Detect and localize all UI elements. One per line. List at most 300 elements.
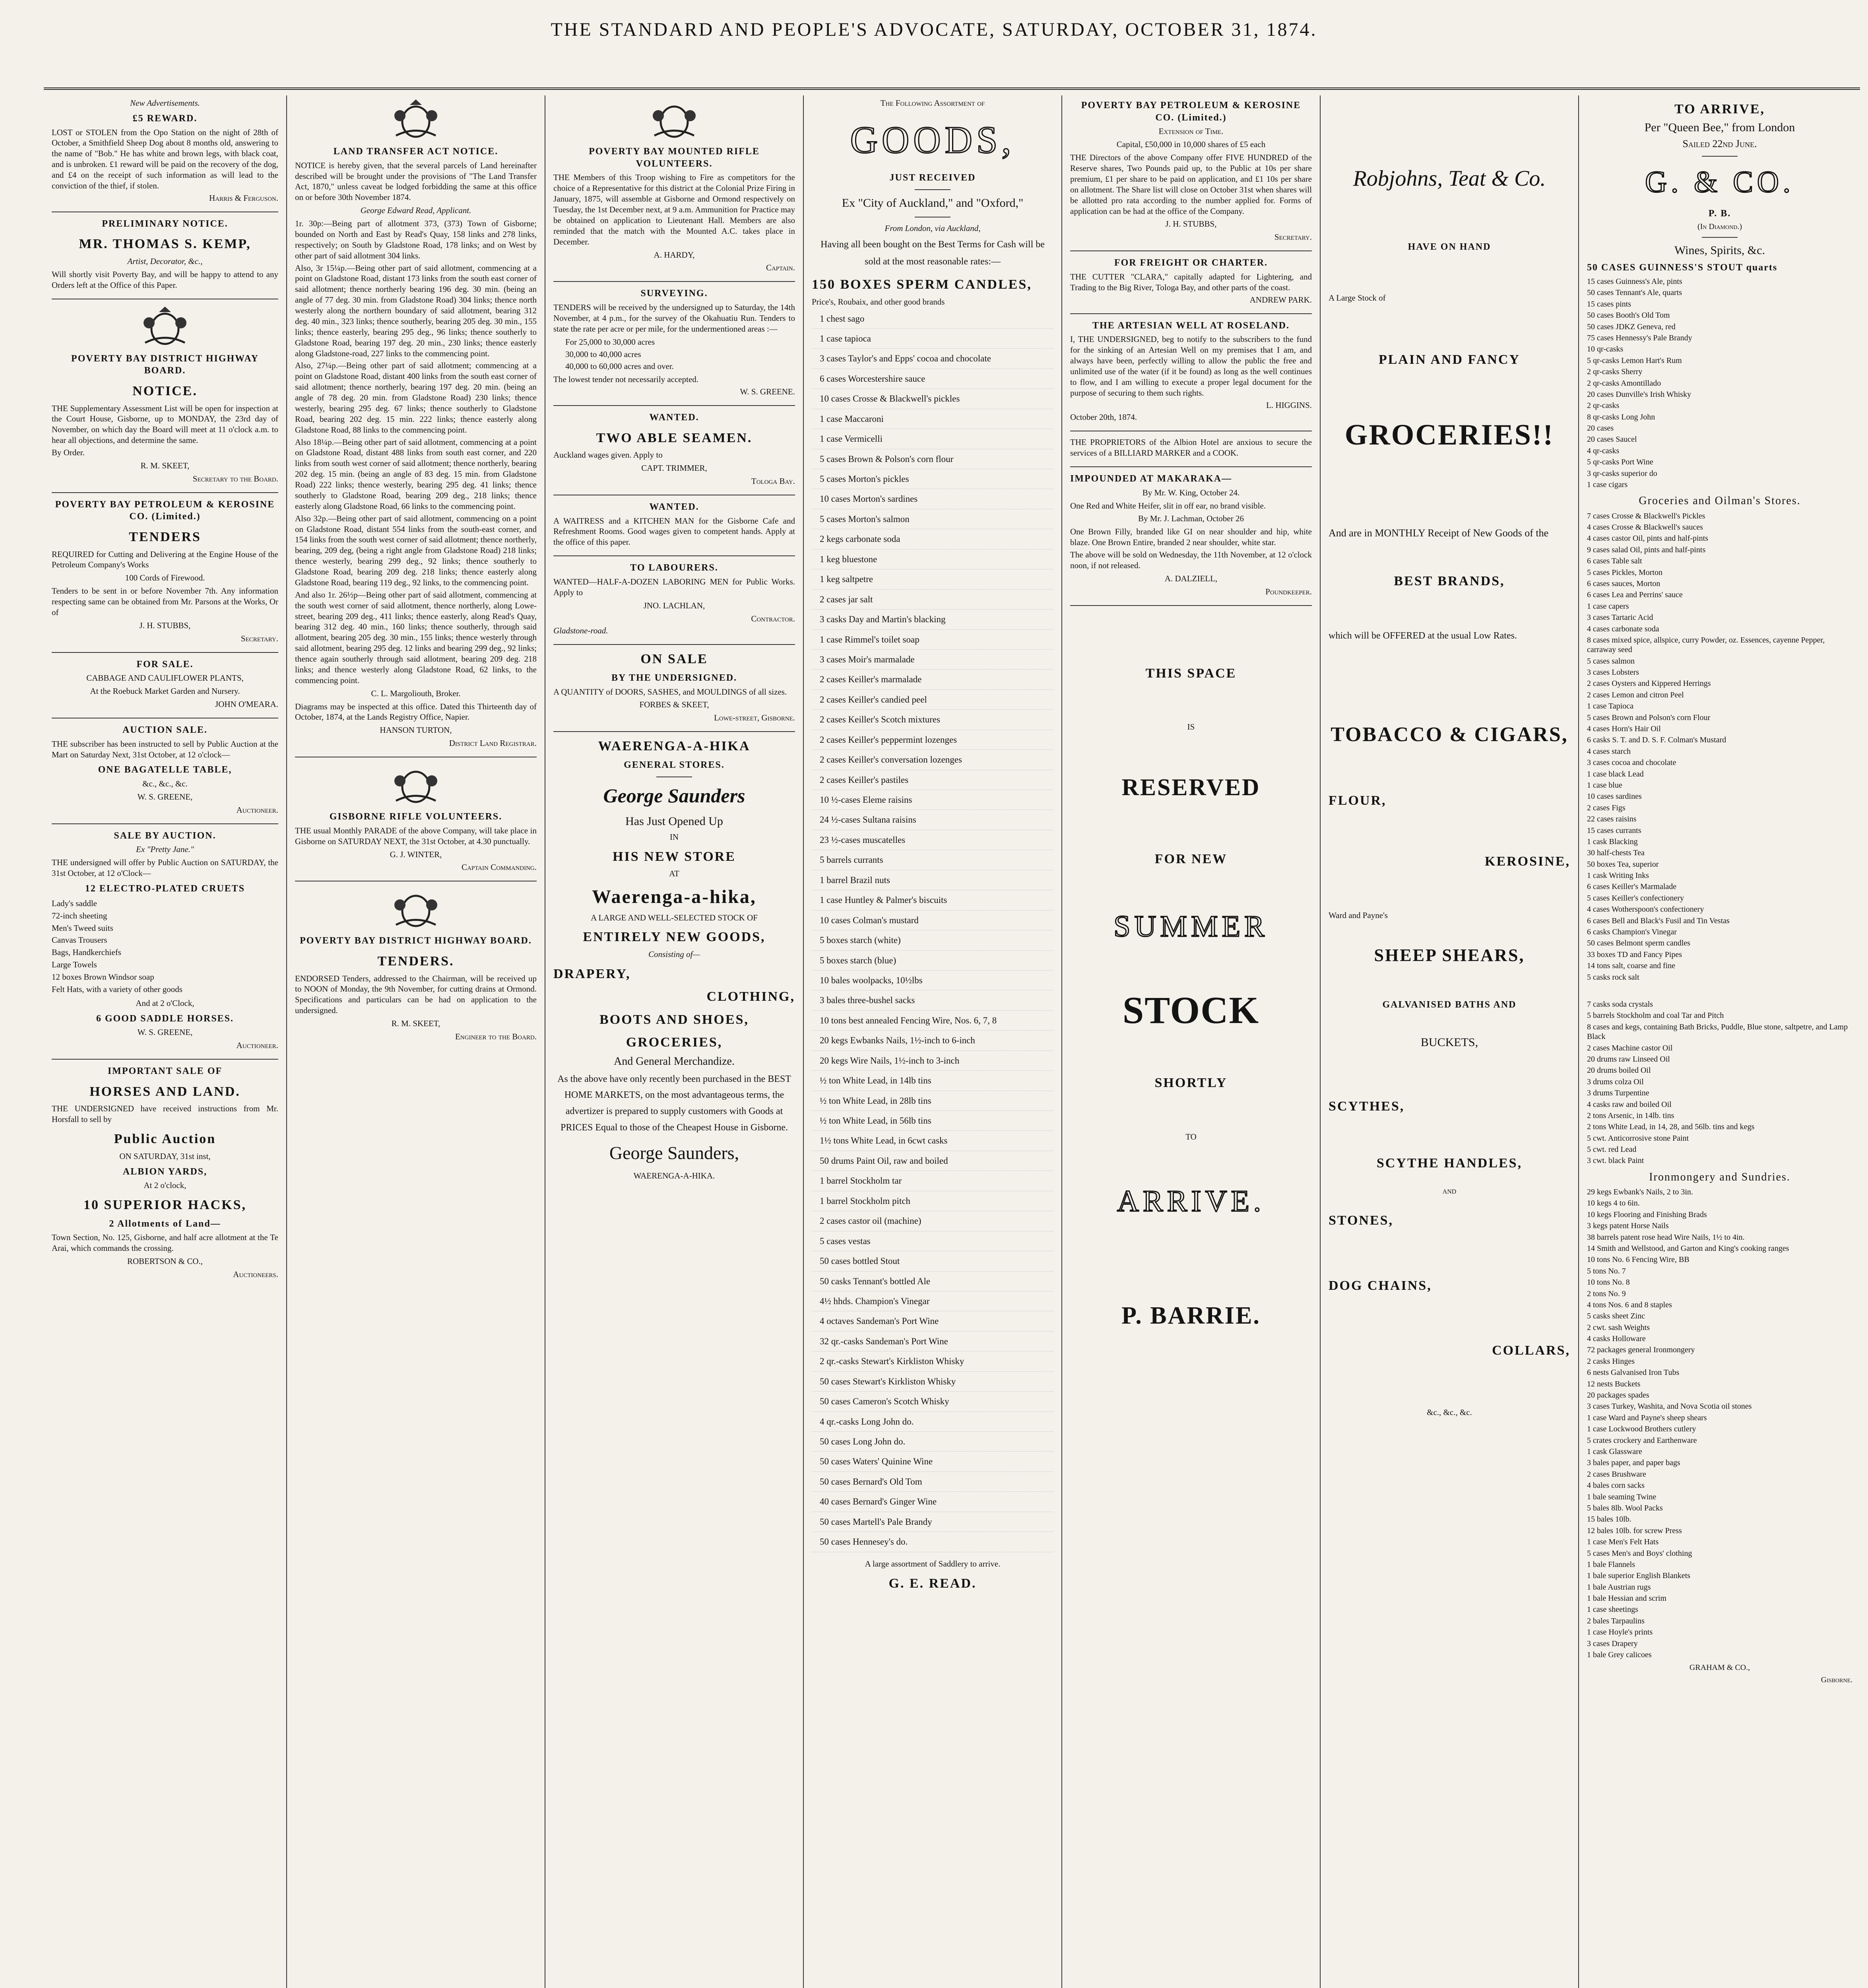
royal-crest-icon [388,763,444,807]
list-item: 3 cwt. black Paint [1587,1156,1644,1165]
list-item: 15 bales 10lb. [1587,1515,1631,1524]
list-item: 5 tons No. 7 [1587,1266,1626,1276]
kerosine: KEROSINE, [1485,854,1570,869]
list-item: 4 bales corn sacks [1587,1481,1645,1490]
list-item: 1 case black Lead [1587,769,1644,779]
royal-crest-icon [137,305,193,349]
list-item: 50 cases Waters' Quinine Wine [812,1452,1053,1472]
list-item: 7 casks soda crystals [1587,1000,1653,1009]
auction-title: AUCTION SALE. [122,724,208,735]
list-item: 1 bale superior English Blankets [1587,1571,1690,1580]
list-item: 3 cases Lobsters [1587,668,1639,677]
notice-title: NOTICE. [132,384,198,399]
list-item: 5 cases Brown and Polson's corn Flour [1587,713,1711,722]
onsale-sub: BY THE UNDERSIGNED. [611,672,737,683]
king-body: One Red and White Heifer, slit in off ear, no brand visible. [1070,501,1266,511]
list-item: 2 cases Oysters and Kippered Herrings [1587,679,1711,688]
bagatelle-etc: &c., &c., &c. [142,779,188,789]
list-item: 33 boxes TD and Fancy Pipes [1587,950,1682,959]
highway-board-ad [52,305,278,493]
lachman-body: One Brown Filly, branded like GI on near shoulder and hip, white blaze. One Brown Entire, branded 2 near shoulder, white star. [1070,527,1312,547]
list-item: 4 cases carbonate soda [1587,624,1659,633]
rifle-title: GISBORNE RIFLE VOLUNTEERS. [329,812,502,822]
forsale-body-2: At the Roebuck Market Garden and Nursery. [90,686,240,696]
list-item: 50 cases Booth's Old Tom [1587,311,1670,320]
list-item: 1 bale Grey calicoes [1587,1650,1652,1660]
g-and-co: G. & CO. [1645,165,1794,199]
parcel-1: 1r. 30p:—Being part of allotment 373, (373) Town of Gisborne; bounded on North and East by Read's Quay, 158 links and 278 links, respectively; on South by Gladstone Road, 178 links; and on West by other part of said allotment 304 links. [295,219,537,260]
list-item: 30,000 to 40,000 acres [565,349,641,359]
petroleum-tender-ad [52,499,278,653]
sale-by-auction-ad [52,830,278,1060]
dalziell-role: Poundkeeper. [1265,586,1312,596]
list-item: 4 qr.-casks Long John do. [812,1412,1053,1432]
kemp-ad [52,218,278,299]
column-5 [1061,95,1320,1988]
list-item: 1 case Maccaroni [812,409,1053,429]
list-item: 1 barrel Brazil nuts [812,870,1053,890]
list-item: 75 cases Hennessy's Pale Brandy [1587,333,1692,342]
list-item: 6 cases Bell and Black's Fusil and Tin Vestas [1587,916,1730,925]
list-item: 2 tons Arsenic, in 14lb. tins [1587,1111,1674,1120]
saunders-loc: WAERENGA-A-HIKA. [633,1171,715,1180]
list-item: 1 bale Hessian and scrim [1587,1594,1666,1603]
list-item: 2 tons White Lead, in 14, 28, and 56lb. tins and kegs [1587,1122,1755,1132]
stones: STONES, [1329,1213,1394,1228]
margoliouth: C. L. Margoliouth, Broker. [371,688,461,698]
list-item: 10 cases Morton's sardines [812,489,1053,509]
list-item: 50 casks Tennant's bottled Ale [812,1272,1053,1291]
is-word: IS [1187,722,1195,732]
list-item: 3 cases Moir's marmalade [812,650,1053,670]
shortly: SHORTLY [1154,1076,1228,1091]
groceries-title: GROCERIES!! [1344,418,1554,451]
wines: Wines, Spirits, &c. [1674,244,1765,257]
list-item: 1 cask Blacking [1587,837,1638,846]
labourers-ad [553,562,795,645]
list-item: 1 case cigars [1587,480,1628,489]
list-item: ½ ton White Lead, in 28lb tins [812,1091,1053,1111]
list-item: 1 bale Austrian rugs [1587,1582,1651,1592]
robertson: ROBERTSON & CO., [127,1256,203,1266]
list-item: 50 cases Cameron's Scotch Whisky [812,1392,1053,1411]
best-brands: BEST BRANDS, [1394,573,1505,588]
drapery: DRAPERY, [553,966,631,981]
onsale-body: A QUANTITY of DOORS, SASHES, and MOULDINGS of all sizes. [553,687,787,697]
firm-name: Robjohns, Teat & Co. [1353,166,1546,191]
goods: GOODS, [850,118,1015,161]
groc-title: Groceries and Oilman's Stores. [1639,495,1801,507]
list-item: 1 cask Glassware [1587,1447,1642,1456]
list-item: 2 tons No. 9 [1587,1289,1626,1298]
saddle-horses: 6 GOOD SADDLE HORSES. [96,1013,234,1024]
parcel-5: Also 32p.—Being other part of said allotment, commencing on a point on Gladstone Road, distant 554 links from the south-east corner, and 154 links from the south west corner of said allotment; thence northerly, bearing, 209 deg, (being a right angle from Gladstone Road) 218 links; thence westerly, bearing 299 deg., 92 links; thence southerly to Gladstone Road, bearing 209 deg. 218 links; thence easterly along Gladstone Road, bearing 119 deg., 92 links, to the commencing point. [295,513,537,587]
skeet-name: R. M. SKEET, [140,460,190,470]
notice-body: THE Supplementary Assessment List will be open for inspection at the Court House, Gisborne, up to MONDAY, the 23rd day of November, on which day the Board will meet at 11 o'clock a.m. to hear all objections, and determine the same. [52,403,278,445]
divider [915,189,950,190]
trimmer: CAPT. TRIMMER, [641,463,707,473]
list-item: 8 cases and kegs, containing Bath Bricks, Puddle, Blue stone, saltpetre, and Lamp Black [1587,1022,1848,1041]
lachlan: JNO. LACHLAN, [643,600,705,610]
reserved: RESERVED [1121,774,1261,800]
list-item: 10 kegs 4 to 6in. [1587,1199,1640,1208]
list-item: 2 cases Keiller's marmalade [812,670,1053,689]
list-item: 4½ hhds. Champion's Vinegar [812,1291,1053,1311]
list-item: 10 bales woolpacks, 10½lbs [812,971,1053,990]
list-item: 10 cases sardines [1587,792,1642,801]
for-new: FOR NEW [1154,851,1228,866]
list-item: 1 bale seaming Twine [1587,1492,1657,1501]
list-item: 4 casks Holloware [1587,1334,1646,1343]
general-stores: GENERAL STORES. [624,759,725,770]
list-item: 3 cases Drapery [1587,1639,1638,1648]
wanted1-title: WANTED. [649,412,699,423]
albion-yards: ALBION YARDS, [122,1166,208,1177]
higgins: L. HIGGINS. [1266,400,1312,410]
list-item: 1 case Hoyle's prints [1587,1628,1653,1637]
list-item: 4 cases Horn's Hair Oil [1587,724,1661,734]
list-item: 50 cases JDKZ Geneva, red [1587,322,1676,331]
impounded-title: IMPOUNDED AT MAKARAKA— [1070,474,1232,484]
list-item: Large Towels [52,960,97,970]
tobacco: TOBACCO & CIGARS, [1331,723,1568,746]
list-item: Bags, Handkerchiefs [52,947,121,957]
robertson-role: Auctioneers. [233,1270,278,1279]
royal-crest-icon [388,98,444,142]
list-item: 1 case Huntley & Palmer's biscuits [812,890,1053,910]
list-item: 2 qr.-casks Stewart's Kirkliston Whisky [812,1351,1053,1371]
greene-role-2: Auctioneer. [236,1041,278,1050]
list-item: 50 cases Long John do. [812,1432,1053,1452]
plain-fancy: PLAIN AND FANCY [1378,352,1521,367]
list-item: 32 qr.-casks Sandeman's Port Wine [812,1332,1053,1351]
for-sale-ad [52,658,278,718]
royal-crest-icon [388,887,444,931]
list-item: 5 cwt. red Lead [1587,1145,1637,1154]
from-london: From London, via Auckland, [885,223,981,233]
forsale-body: CABBAGE AND CAULIFLOWER PLANTS, [86,673,244,683]
list-item: 20 drums raw Linseed Oil [1587,1054,1670,1064]
list-item: 40 cases Bernard's Ginger Wine [812,1492,1053,1512]
list-item: 1 case Lockwood Brothers cutlery [1587,1425,1696,1434]
newspaper-page [44,95,1860,1988]
cases-50: 50 CASES GUINNESS'S STOUT quarts [1587,262,1778,273]
cords-line: 100 Cords of Firewood. [125,573,205,583]
list-item: 4 cases castor Oil, pints and half-pints [1587,534,1708,543]
list-item: 3 cases Tartaric Acid [1587,613,1653,622]
tenders-body: REQUIRED for Cutting and Delivering at the Engine House of the Petroleum Company's Works [52,549,278,570]
sheep: SHEEP SHEARS, [1374,945,1525,965]
having: Having all been bought on the Best Terms for Cash will be sold at the most reasonable rates:— [821,239,1045,267]
column-2 [286,95,545,1988]
list-item: 1 case blue [1587,780,1622,790]
reward-body: LOST or STOLEN from the Opo Station on the night of 28th of October, a Smithfield Sheep Dog about 8 months old, answering to the name of "Bob." He has white and brown legs, with black coat, and is unbroken. £1 reward will be paid on the recovery of the dog, and £4 on the receipt of such information as will lead to the conviction of the thief, if stolen. [52,127,278,190]
list-item: 5 cases Morton's pickles [812,469,1053,489]
seamen-ad [553,412,795,495]
list-item: 1 barrel Stockholm pitch [812,1191,1053,1211]
skeet2-role: Engineer to the Board. [455,1031,537,1041]
to-arrive: TO ARRIVE, [1674,102,1765,116]
royal-crest-icon [646,98,702,142]
barrie-ad [1070,612,1312,1342]
list-item: 6 cases sauces, Morton [1587,579,1660,588]
list-item: 20 packages spades [1587,1391,1649,1400]
barrie: P. BARRIE. [1121,1302,1261,1330]
list-item: 2 qr-casks [1587,401,1620,410]
on-saturday: ON SATURDAY, 31st inst, [119,1151,211,1161]
greene-name-2: W. S. GREENE, [137,1027,193,1037]
column-6 [1320,95,1578,1988]
list-item: 2 cases castor oil (machine) [812,1211,1053,1231]
surveying-ad [553,287,795,406]
divider [1702,237,1738,238]
list-item: 3 qr-casks superior do [1587,469,1657,478]
list-item: 5 bales 8lb. Wool Packs [1587,1503,1663,1512]
read-sign: G. E. READ. [888,1576,977,1591]
saddlery: A large assortment of Saddlery to arrive. [865,1559,1001,1569]
winter-role: Captain Commanding. [462,862,537,872]
list-item: 50 cases Stewart's Kirkliston Whisky [812,1372,1053,1392]
list-item: 1 case capers [1587,602,1629,611]
sale-items [52,897,278,996]
artesian-ad [1070,320,1312,432]
list-item: 2 cases Keiller's Scotch mixtures [812,710,1053,730]
list-item: 10 tons best annealed Fencing Wire, Nos. 6, 7, 8 [812,1011,1053,1031]
list-item: 22 cases raisins [1587,815,1637,824]
list-item: 20 cases [1587,424,1614,433]
list-item: 1 keg bluestone [812,549,1053,569]
list-item: Canvas Trousers [52,935,107,945]
gladstone: Gladstone-road. [553,626,608,636]
list-item: 6 nests Galvanised Iron Tubs [1587,1368,1680,1377]
list-item: 5 cases Morton's salmon [812,509,1053,529]
list-item: 50 drums Paint Oil, raw and boiled [812,1151,1053,1171]
this-space: THIS SPACE [1145,666,1237,681]
list-item: 2 qr-casks Amontillado [1587,379,1661,388]
monthly: And are in MONTHLY Receipt of New Goods of the [1329,527,1549,539]
labourers-title: TO LABOURERS. [630,563,718,573]
list-item: 1 keg saltpetre [812,569,1053,589]
parcel-3: Also, 27¼p.—Being other part of said allotment; commencing at a point on Gladstone Road, distant 400 links from the south east corner of said allotment; thence northerly, bearing 197 deg. 20 min. (being an angle of 78 deg. 20 min. from Gladstone Road) 230 links; thence westerly, bearing 295 deg. 67 links; thence southerly to Gladstone Road, bearing 202 deg. 15 min. 222 links; thence easterly along Gladstone Road, 88 links to the commencing point. [295,361,537,435]
list-item: 5 cwt. Anticorrosive stone Paint [1587,1134,1689,1143]
trimmer-loc: Tologa Bay. [751,476,795,486]
turton-role: District Land Registrar. [449,738,537,748]
rifle-body: THE usual Monthly PARADE of the above Company, will take place in Gisborne on SATURDAY NEXT, the 31st October, at 4.30 punctually. [295,825,537,846]
list-item: 1 case sheetings [1587,1605,1638,1614]
horses-land-ad [52,1065,278,1288]
by-king: By Mr. W. King, October 24. [1142,487,1240,497]
sale-at-2: And at 2 o'Clock, [136,998,194,1008]
spacer [1587,983,1852,999]
clothing: CLOTHING, [706,989,795,1004]
list-item: 20 kegs Ewbanks Nails, 1½-inch to 6-inch [812,1031,1053,1050]
waitress-ad [553,501,795,556]
list-item: 5 qr-casks Port Wine [1587,458,1653,467]
petro-shares-ad [1070,99,1312,251]
list-item: 2 cases Figs [1587,803,1626,812]
artesian-title: THE ARTESIAN WELL AT ROSELAND. [1092,320,1290,331]
hardy-role: Captain. [766,263,795,273]
list-item: 2 casks Hinges [1587,1357,1635,1366]
kemp-sub: Artist, Decorator, &c., [127,256,203,266]
list-item: 3 bales paper, and paper bags [1587,1458,1680,1468]
waerenga-title: WAERENGA-A-HIKA [598,739,751,754]
extension: Extension of Time. [1158,126,1224,136]
list-item: 5 cases Men's and Boys' clothing [1587,1549,1692,1558]
read-goods-ad [812,98,1053,1602]
list-item: 10 kegs Flooring and Finishing Brads [1587,1210,1707,1219]
park: ANDREW PARK. [1249,295,1312,305]
summer: SUMMER [1113,910,1269,944]
column-4 [803,95,1061,1988]
dalziell: A. DALZIELL, [1164,573,1218,583]
list-item: 3 cases Taylor's and Epps' cocoa and chocolate [812,349,1053,369]
list-item: 50 cases Martell's Pale Brandy [812,1512,1053,1532]
list-item: 5 cases vestas [812,1231,1053,1251]
list-item: 5 cases Pickles, Morton [1587,568,1662,577]
lt-body: NOTICE is hereby given, that the several parcels of Land hereinafter described will be brought under the provisions of "The Land Transfer Act, 1870," unless caveat be lodged forbidding the same at this office on or before 30th November 1874. [295,160,537,202]
collars: COLLARS, [1492,1343,1570,1358]
at-word: AT [669,869,679,879]
closing: As the above have only recently been purchased in the BEST HOME MARKETS, on the most advantageous terms, the advertizer is prepared to supply customers with Goods at PRICES Equal to those of the Cheapest House in Gisborne. [557,1074,791,1133]
new-store: HIS NEW STORE [613,849,736,864]
impounded-ad [1070,473,1312,606]
waitress-body: A WAITRESS and a KITCHEN MAN for the Gisborne Cafe and Refreshment Rooms. Good wages given to competent hands. Apply at the office of this paper. [553,516,795,547]
list-item: 9 cases salad Oil, pints and half-pints [1587,545,1706,554]
tenders-body-2: Tenders to be sent in or before November 7th. Any information respecting same can be obtained from Mr. Parsons at the Works, Or of [52,586,278,617]
goods-list [812,309,1053,1552]
to-word: TO [1185,1132,1197,1142]
winter: G. J. WINTER, [390,849,442,859]
allotments: 2 Allotments of Land— [109,1218,221,1229]
groceries: GROCERIES, [626,1035,723,1050]
survey-body: TENDERS will be received by the undersigned up to Saturday, the 14th November, at 4 p.m., for the survey of the Okahuatiu Run. Tenders to state the rate per acre or per mile, for the undermentioned areas :— [553,303,795,334]
list-item: 2 cases Keiller's conversation lozenges [812,750,1053,770]
list-item: 4 cases Wotherspoon's confectionery [1587,905,1704,914]
parcel-2: Also, 3r 15¼p.—Being other part of said allotment, commencing at a point on Gladstone Road, distant 173 links from the south east corner of said allotment; thence northerly bearing 196 deg. 30 min. (being an angle of 77 deg. 30 min. from Gladstone Road) 304 links; thence north westerly along the northern boundary of said allotment, bearing 312 deg. 40 min., 323 links; thence southerly, bearing 205 deg. 30 min., 155 links; thence easterly, bearing 295 deg., 96 links; thence southerly to Gladstone Road, bearing 197 deg. 20 min., 230 links; thence easterly along Gladstone-road, 227 links to the commencing point. [295,263,537,358]
list-item: 5 casks sheet Zinc [1587,1312,1645,1321]
lachlan-role: Contractor. [751,613,795,623]
per-ship: Per "Queen Bee," from London [1644,121,1795,134]
list-item: 5 barrels Stockholm and coal Tar and Pitch [1587,1011,1724,1020]
mounted-rifle-ad [553,98,795,282]
list-item: 1 bale Flannels [1587,1560,1635,1569]
list-item: 20 cases Dunville's Irish Whisky [1587,390,1691,399]
list-item: Men's Tweed suits [52,923,113,933]
entirely: ENTIRELY NEW GOODS, [583,930,766,945]
list-item: For 25,000 to 30,000 acres [565,337,655,347]
list-item: 1 case tapioca [812,329,1053,349]
list-item: 50 cases Belmont sperm candles [1587,939,1690,948]
greene-role: Auctioneer. [236,805,278,815]
candles-sub: Price's, Roubaix, and other good brands [812,297,945,307]
list-item: 5 cases Brown & Polson's corn flour [812,449,1053,469]
list-item: 8 cases mixed spice, allspice, curry Powder, oz. Essences, cayenne Pepper, carraway seed [1587,635,1825,654]
list-item: 2 bales Tarpaulins [1587,1616,1645,1625]
list-item: 24 ½-cases Sultana raisins [812,810,1053,830]
list-item: 2 cwt. sash Weights [1587,1323,1650,1332]
list-item: 4 tons Nos. 6 and 8 staples [1587,1300,1672,1309]
turton: HANSON TURTON, [380,725,452,735]
ironmongery-list [1587,1186,1852,1660]
reward-signature: Harris & Ferguson. [209,193,278,203]
list-item: 4 qr-casks [1587,446,1620,455]
omeara-name: JOHN O'MEARA. [215,699,278,709]
list-item: 6 casks S. T. and D. S. F. Colman's Mustard [1587,736,1726,745]
list-item: 50 cases Tennant's Ale, quarts [1587,288,1682,297]
onsale-title: ON SALE [640,652,708,667]
mounted-body: THE Members of this Troop wishing to Fire as competitors for the choice of a Representative for this district at the Colonial Prize Firing in January, 1875, will assemble at Gisborne and Ormond respectively on Tuesday, the 1st December next, at 9 a.m. Ammunition for Practice may be obtained on application to Lieutenant Hall. Members are also reminded that the match with the Mounted A.C. takes place in December. [553,173,795,247]
list-item: 72 packages general Ironmongery [1587,1345,1695,1355]
buckets: BUCKETS, [1420,1035,1478,1049]
list-item: 2 kegs carbonate soda [812,529,1053,549]
list-item: 2 cases Keiller's candied peel [812,690,1053,710]
list-item: 1 barrel Stockholm tar [812,1171,1053,1191]
labour-body: WANTED—HALF-A-DOZEN LABORING MEN for Public Works. Apply to [553,577,795,597]
cruets-line: 12 ELECTRO-PLATED CRUETS [85,883,245,894]
stubbs-role: Secretary. [241,633,278,643]
albion-body: THE PROPRIETORS of the Albion Hotel are anxious to secure the services of a BILLIARD MARKER and a COOK. [1070,437,1312,458]
offered: which will be OFFERED at the usual Low Rates. [1329,631,1517,641]
sale-body: THE undersigned will offer by Public Auction on SATURDAY, the 31st October, at 12 o'Clock— [52,858,278,878]
list-item: 30 half-chests Tea [1587,848,1645,858]
list-item: 2 cases Lemon and citron Peel [1587,690,1684,699]
large-stock: A Large Stock of [1329,293,1386,303]
reward-title: £5 REWARD. [132,113,198,124]
list-item: 1 cask Writing Inks [1587,871,1649,880]
list-item: 6 cases Lea and Perrins' sauce [1587,590,1683,600]
list-item: 2 qr-casks Sherry [1587,367,1643,377]
stubbs2-role: Secretary. [1274,232,1312,242]
following: The Following Assortment of [880,98,985,108]
list-item: 6 cases Keiller's Marmalade [1587,882,1677,891]
list-item: 4 cases starch [1587,747,1631,756]
important-title: IMPORTANT SALE OF [107,1066,223,1077]
list-item: 50 cases bottled Stout [812,1251,1053,1271]
consisting: Consisting of— [648,949,700,959]
waerenga-ad [553,738,795,1190]
tenders2-body: ENDORSED Tenders, addressed to the Chairman, will be received up to NOON of Monday, the 9th November, for cutting drains at Ormond. Specifications and particulars can be had on application to the undersigned. [295,973,537,1015]
list-item: 20 kegs Wire Nails, 1½-inch to 3-inch [812,1051,1053,1071]
prelim-title: PRELIMINARY NOTICE. [102,218,228,229]
list-item: 12 boxes Brown Windsor soap [52,972,154,982]
forbes-loc: Lowe-street, Gisborne. [714,713,795,723]
graham-ad [1587,101,1852,1693]
survey-areas [553,336,795,373]
applicant: George Edward Read, Applicant. [360,206,471,215]
list-item: 3 bales three-bushel sacks [812,990,1053,1010]
sale-auction-title: SALE BY AUCTION. [114,830,216,841]
land-transfer-ad [295,98,537,757]
stubbs2: J. H. STUBBS, [1165,219,1217,229]
list-item: 12 bales 10lb. for screw Press [1587,1526,1682,1535]
list-item: 15 cases currants [1587,826,1641,835]
list-item: 2 cases Machine castor Oil [1587,1043,1673,1052]
seamen: TWO ABLE SEAMEN. [596,430,753,445]
list-item: 1 case Rimmel's toilet soap [812,630,1053,650]
by-order: By Order. [52,448,85,458]
parcel-4: Also 18¼p.—Being other part of said allotment, commencing at a point on Gladstone Road, distant 488 links from south east corner, and 220 links from south west corner of said allotment; thence northerly, bearing 202 deg. 15 min. (being an angle of 83 deg. 15 min. from Gladstone Road) 222 links; thence westerly, bearing 295 deg. 41 links; thence southerly to Gladstone Road, bearing 209 deg., 218 links; thence easterly along Gladstone Road, 66 links to the commencing point. [295,437,537,511]
list-item: 40,000 to 60,000 acres and over. [565,361,674,371]
list-item: 72-inch sheeting [52,911,107,920]
saunders: George Saunders [603,784,745,807]
list-item: 23 ½-cases muscatelles [812,830,1053,850]
stubbs-name: J. H. STUBBS, [139,620,191,630]
list-item: 6 cases Worcestershire sauce [812,369,1053,389]
list-item: 1 case Ward and Payne's sheep shears [1587,1413,1707,1422]
candles: 150 BOXES SPERM CANDLES, [812,277,1032,292]
pb: P. B. [1708,208,1731,219]
